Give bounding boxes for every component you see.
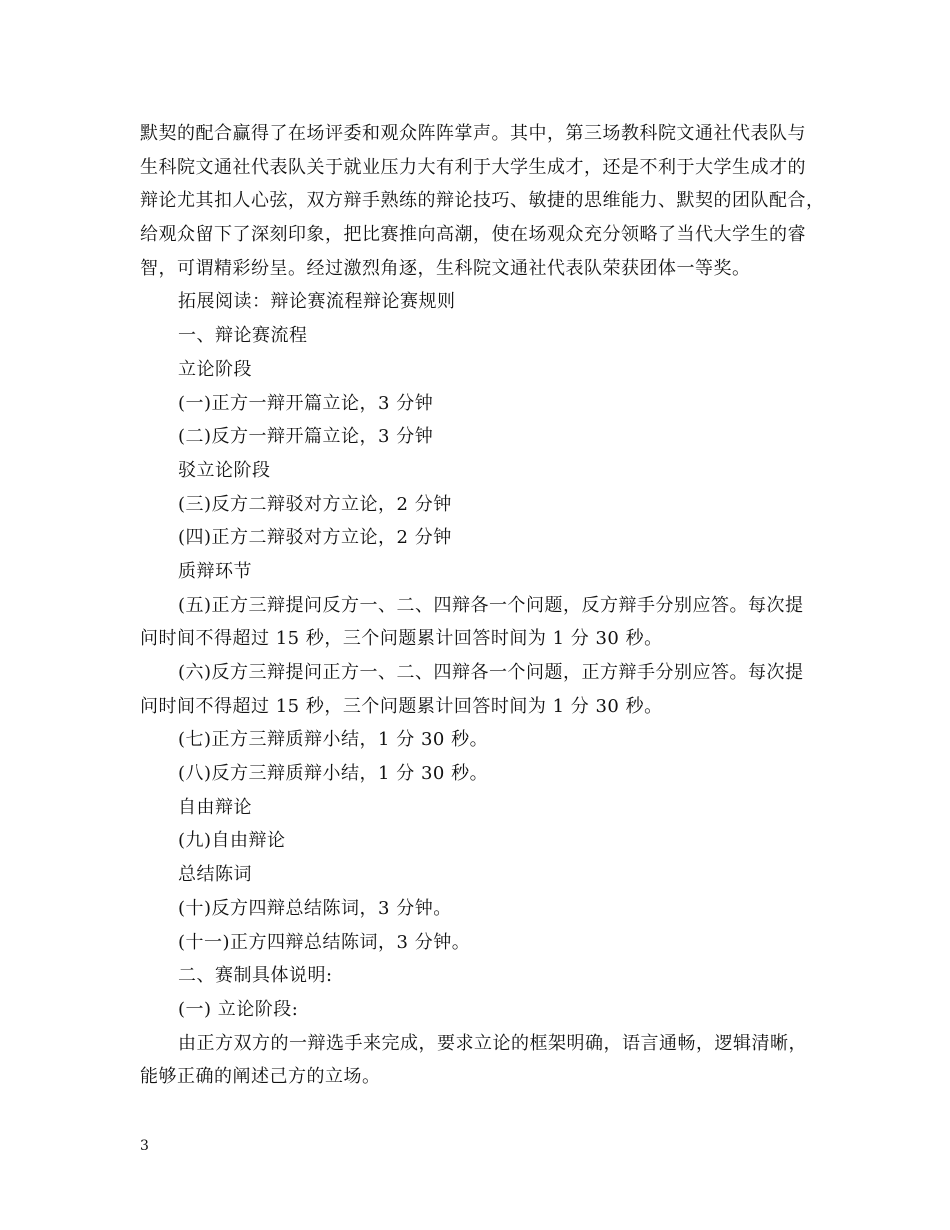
text-line: 一、辩论赛流程 (178, 325, 308, 347)
text-line: 拓展阅读：辩论赛流程辩论赛规则 (178, 291, 456, 313)
text-line: 能够正确的阐述己方的立场。 (140, 1066, 381, 1088)
text-line: (四)正方二辩驳对方立论，2 分钟 (178, 527, 452, 549)
page-number: 3 (140, 1138, 149, 1154)
text-line: 智，可谓精彩纷呈。经过激烈角逐，生科院文通社代表队荣获团体一等奖。 (140, 257, 751, 279)
text-line: (五)正方三辩提问反方一、二、四辩各一个问题，反方辩手分别应答。每次提 (178, 594, 804, 616)
text-line: 总结陈词 (178, 864, 252, 886)
text-line: (一) 立论阶段: (178, 998, 299, 1020)
text-line: (一)正方一辩开篇立论，3 分钟 (178, 392, 434, 414)
text-line: (九)自由辩论 (178, 830, 286, 852)
text-line: (六)反方三辩提问正方一、二、四辩各一个问题，正方辩手分别应答。每次提 (178, 662, 804, 683)
text-line: 问时间不得超过 15 秒，三个问题累计回答时间为 1 分 30 秒。 (140, 695, 663, 717)
text-line: 默契的配合赢得了在场评委和观众阵阵掌声。其中，第三场教科院文通社代表队与 (140, 123, 806, 144)
text-line: 立论阶段 (178, 358, 252, 380)
text-line: 二、赛制具体说明: (178, 965, 333, 987)
text-line: 自由辩论 (178, 796, 252, 818)
document-body (140, 117, 825, 1094)
text-line: (十一)正方四辩总结陈词，3 分钟。 (178, 931, 471, 953)
text-line: (十)反方四辩总结陈词，3 分钟。 (178, 897, 452, 919)
text-line: (七)正方三辩质辩小结，1 分 30 秒。 (178, 729, 489, 751)
text-line: 驳立论阶段 (178, 459, 271, 481)
text-line: 给观众留下了深刻印象，把比赛推向高潮，使在场观众充分领略了当代大学生的睿 (140, 224, 806, 246)
text-line: (三)反方二辩驳对方立论，2 分钟 (178, 493, 452, 515)
text-line: 生科院文通社代表队关于就业压力大有利于大学生成才，还是不利于大学生成才的 (140, 156, 806, 178)
text-line: 由正方双方的一辩选手来完成，要求立论的框架明确，语言通畅，逻辑清晰， (178, 1032, 807, 1054)
text-line: (二)反方一辩开篇立论，3 分钟 (178, 426, 434, 448)
text-line: (八)反方三辩质辩小结，1 分 30 秒。 (178, 763, 489, 785)
text-line: 辩论尤其扣人心弦，双方辩手熟练的辩论技巧、敏捷的思维能力、默契的团队配合， (140, 190, 825, 212)
text-line: 问时间不得超过 15 秒，三个问题累计回答时间为 1 分 30 秒。 (140, 628, 663, 650)
text-line: 质辩环节 (178, 560, 252, 582)
